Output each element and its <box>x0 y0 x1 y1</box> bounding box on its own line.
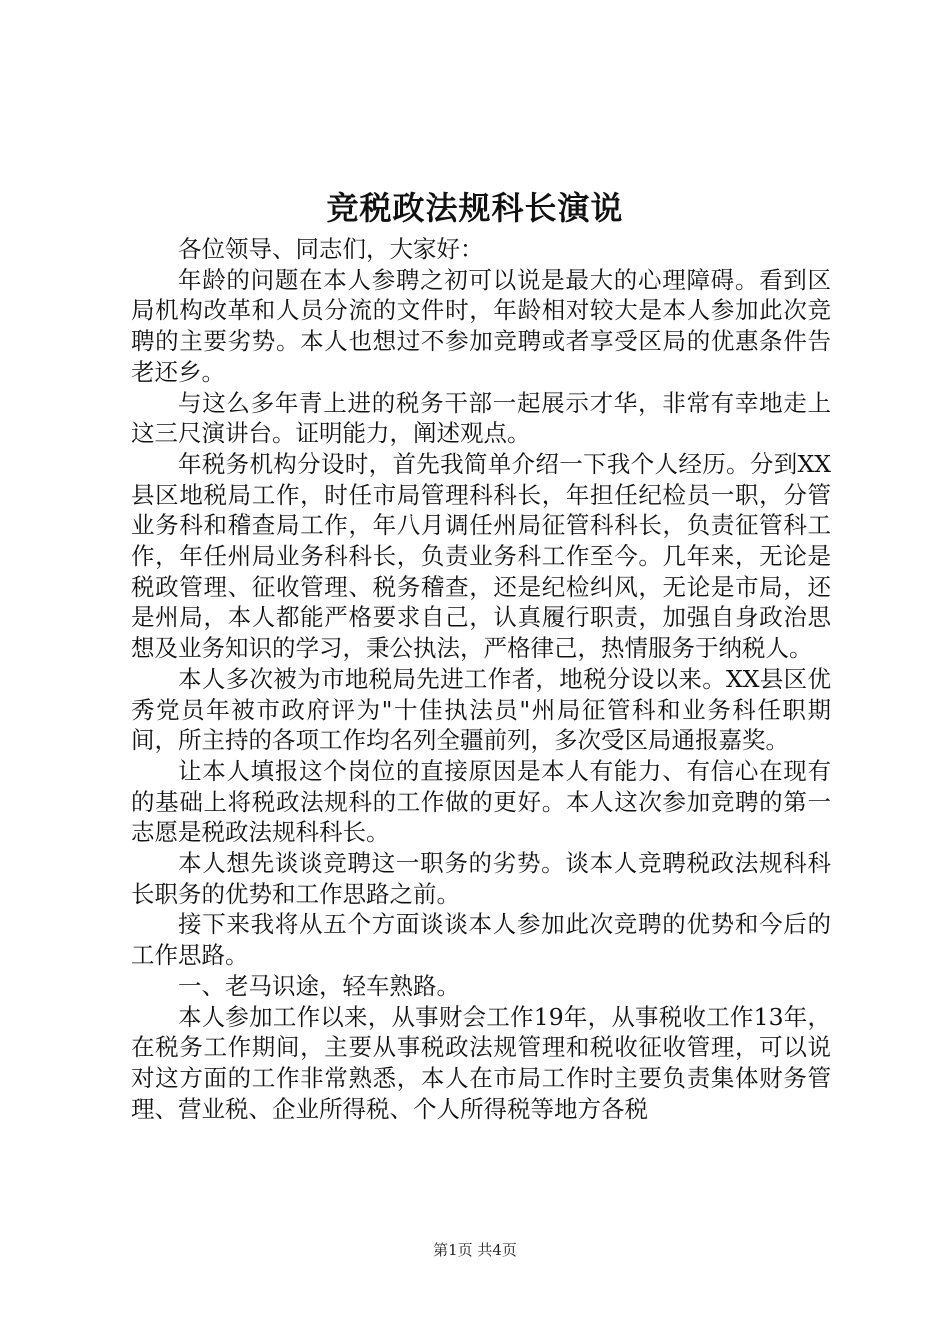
section-heading: 一、老马识途，轻车熟路。 <box>178 971 460 1000</box>
paragraph: 与这么多年青上进的税务干部一起展示才华，非常有幸地走上这三尺演讲台。证明能力，阐述观点。 <box>131 388 831 448</box>
paragraph-greeting: 各位领导、同志们，大家好： <box>178 235 484 263</box>
paragraph: 年龄的问题在本人参聘之初可以说是最大的心理障碍。看到区局机构改革和人员分流的文件时，年龄相对较大是本人参加此次竞聘的主要劣势。本人也想过不参加竞聘或者享受区局的优惠条件告老还乡。 <box>131 265 831 386</box>
paragraph: 本人多次被为市地税局先进工作者，地税分设以来。XX县区优秀党员年被市政府评为"十佳执法员"州局征管科和业务科任职期间，所主持的各项工作均名列全疆前列，多次受区局通报嘉奖。 <box>131 664 831 755</box>
paragraph: 年税务机构分设时，首先我简单介绍一下我个人经历。分到XX县区地税局工作，时任市局管理科科长，年担任纪检员一职，分管业务科和稽查局工作，年八月调任州局征管科科长，负责征管科工作，年任州局业务科科长，负责业务科工作至今。几年来，无论是税政管理、征收管理、税务稽查，还是纪检纠风，无论是市局，还是州局，本人都能严格要求自己，认真履行职责，加强自身政治思想及业务知识的学习，秉公执法，严格律己，热情服务于纳税人。 <box>131 449 831 663</box>
paragraph: 本人想先谈谈竞聘这一职务的劣势。谈本人竞聘税政法规科科长职务的优势和工作思路之前。 <box>131 849 831 908</box>
paragraph: 本人参加工作以来，从事财会工作19年，从事税收工作13年，在税务工作期间，主要从事税政法规管理和税收征收管理，可以说对这方面的工作非常熟悉，本人在市局工作时主要负责集体财务管理、营业税、企业所得税、个人所得税等地方各税 <box>131 1002 831 1123</box>
paragraph: 让本人填报这个岗位的直接原因是本人有能力、有信心在现有的基础上将税政法规科的工作做的更好。本人这次参加竞聘的第一志愿是税政法规科科长。 <box>131 756 831 847</box>
document-title: 竞税政法规科长演说 <box>326 189 624 227</box>
paragraph: 接下来我将从五个方面谈谈本人参加此次竞聘的优势和今后的工作思路。 <box>131 910 831 970</box>
page-footer: 第1页 共4页 <box>433 1241 517 1259</box>
document-body <box>131 234 831 1124</box>
